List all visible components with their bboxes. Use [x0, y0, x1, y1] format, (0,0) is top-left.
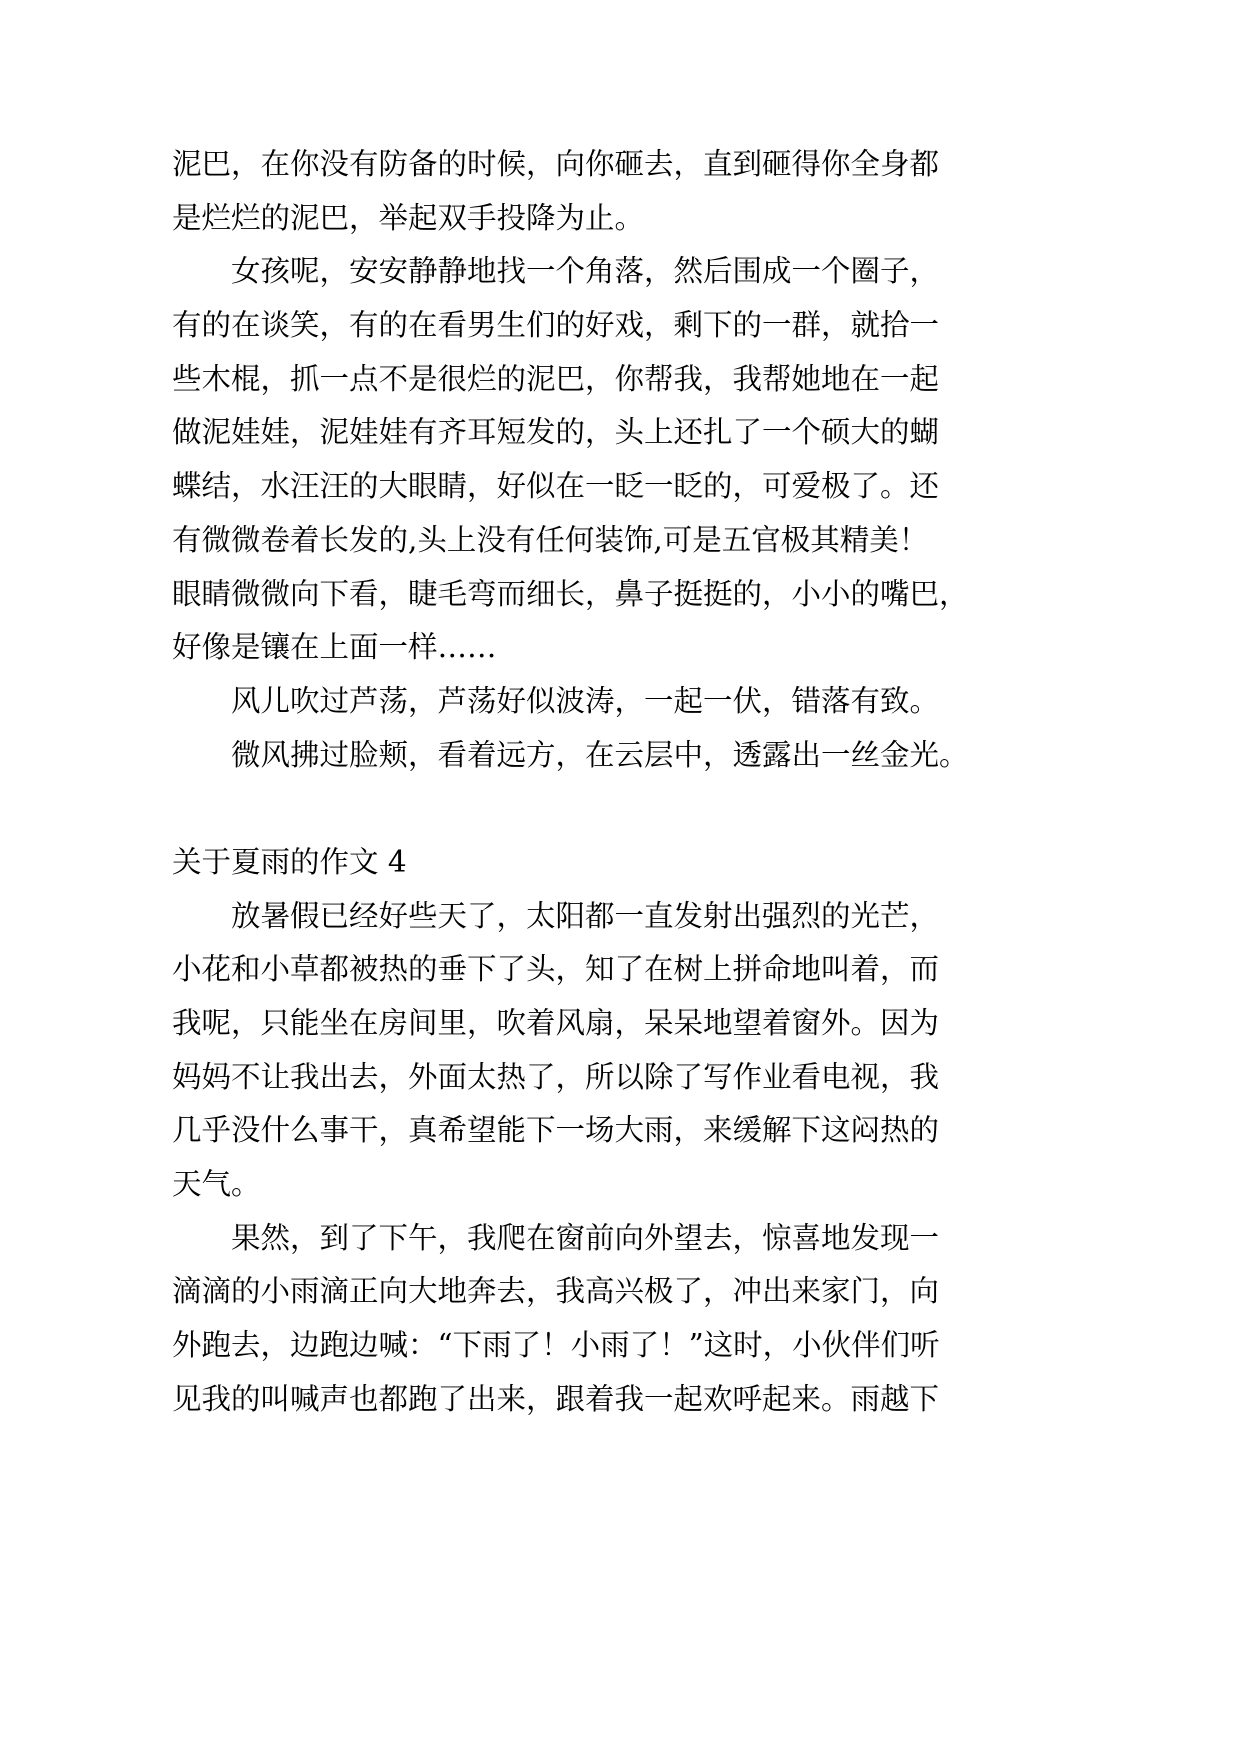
text-line: 好像是镶在上面一样…… — [172, 630, 497, 665]
text-line: 些木棍，抓一点不是很烂的泥巴，你帮我，我帮她地在一起 — [172, 361, 940, 396]
paragraph — [172, 729, 972, 783]
text-line: 天气。 — [172, 1167, 261, 1202]
paragraph — [172, 1212, 972, 1427]
text-line: 放暑假已经好些天了，太阳都一直发射出强烈的光芒， — [231, 898, 940, 933]
text-line: 果然，到了下午，我爬在窗前向外望去，惊喜地发现一 — [231, 1220, 940, 1255]
essay-heading: 关于夏雨的作文 4 — [172, 844, 407, 879]
text-line: 泥巴，在你没有防备的时候，向你砸去，直到砸得你全身都 — [172, 147, 940, 181]
text-line: 有微微卷着长发的,头上没有任何装饰,可是五官极其精美！ — [172, 522, 929, 557]
paragraph — [172, 675, 972, 729]
text-line: 女孩呢，安安静静地找一个角落，然后围成一个圈子， — [231, 254, 940, 289]
document-body — [172, 138, 972, 1427]
text-line: 蝶结，水汪汪的大眼睛，好似在一眨一眨的，可爱极了。还 — [172, 469, 940, 504]
text-line: 几乎没什么事干，真希望能下一场大雨，来缓解下这闷热的 — [172, 1113, 940, 1148]
text-line: 是烂烂的泥巴，举起双手投降为止。 — [172, 200, 645, 235]
text-line: 滴滴的小雨滴正向大地奔去，我高兴极了，冲出来家门，向 — [172, 1274, 940, 1309]
paragraph — [172, 890, 972, 1212]
paragraph — [172, 138, 972, 245]
text-line: 眼睛微微向下看，睫毛弯而细长，鼻子挺挺的，小小的嘴巴， — [172, 576, 969, 611]
text-line: 我呢，只能坐在房间里，吹着风扇，呆呆地望着窗外。因为 — [172, 1006, 940, 1040]
text-line: 微风拂过脸颊，看着远方，在云层中，透露出一丝金光。 — [231, 737, 969, 772]
text-line: 有的在谈笑，有的在看男生们的好戏，剩下的一群，就拾一 — [172, 308, 940, 343]
text-line: 做泥娃娃，泥娃娃有齐耳短发的，头上还扎了一个硕大的蝴 — [172, 415, 940, 450]
text-line: 外跑去，边跑边喊：“下雨了！小雨了！”这时，小伙伴们听 — [172, 1328, 940, 1363]
text-line: 风儿吹过芦荡，芦荡好似波涛，一起一伏，错落有致。 — [231, 683, 940, 718]
text-line: 妈妈不让我出去，外面太热了，所以除了写作业看电视，我 — [172, 1059, 940, 1094]
essay-section — [172, 836, 972, 1427]
text-line: 小花和小草都被热的垂下了头，知了在树上拼命地叫着，而 — [172, 952, 940, 987]
text-line: 见我的叫喊声也都跑了出来，跟着我一起欢呼起来。雨越下 — [172, 1381, 940, 1416]
paragraph — [172, 245, 972, 675]
